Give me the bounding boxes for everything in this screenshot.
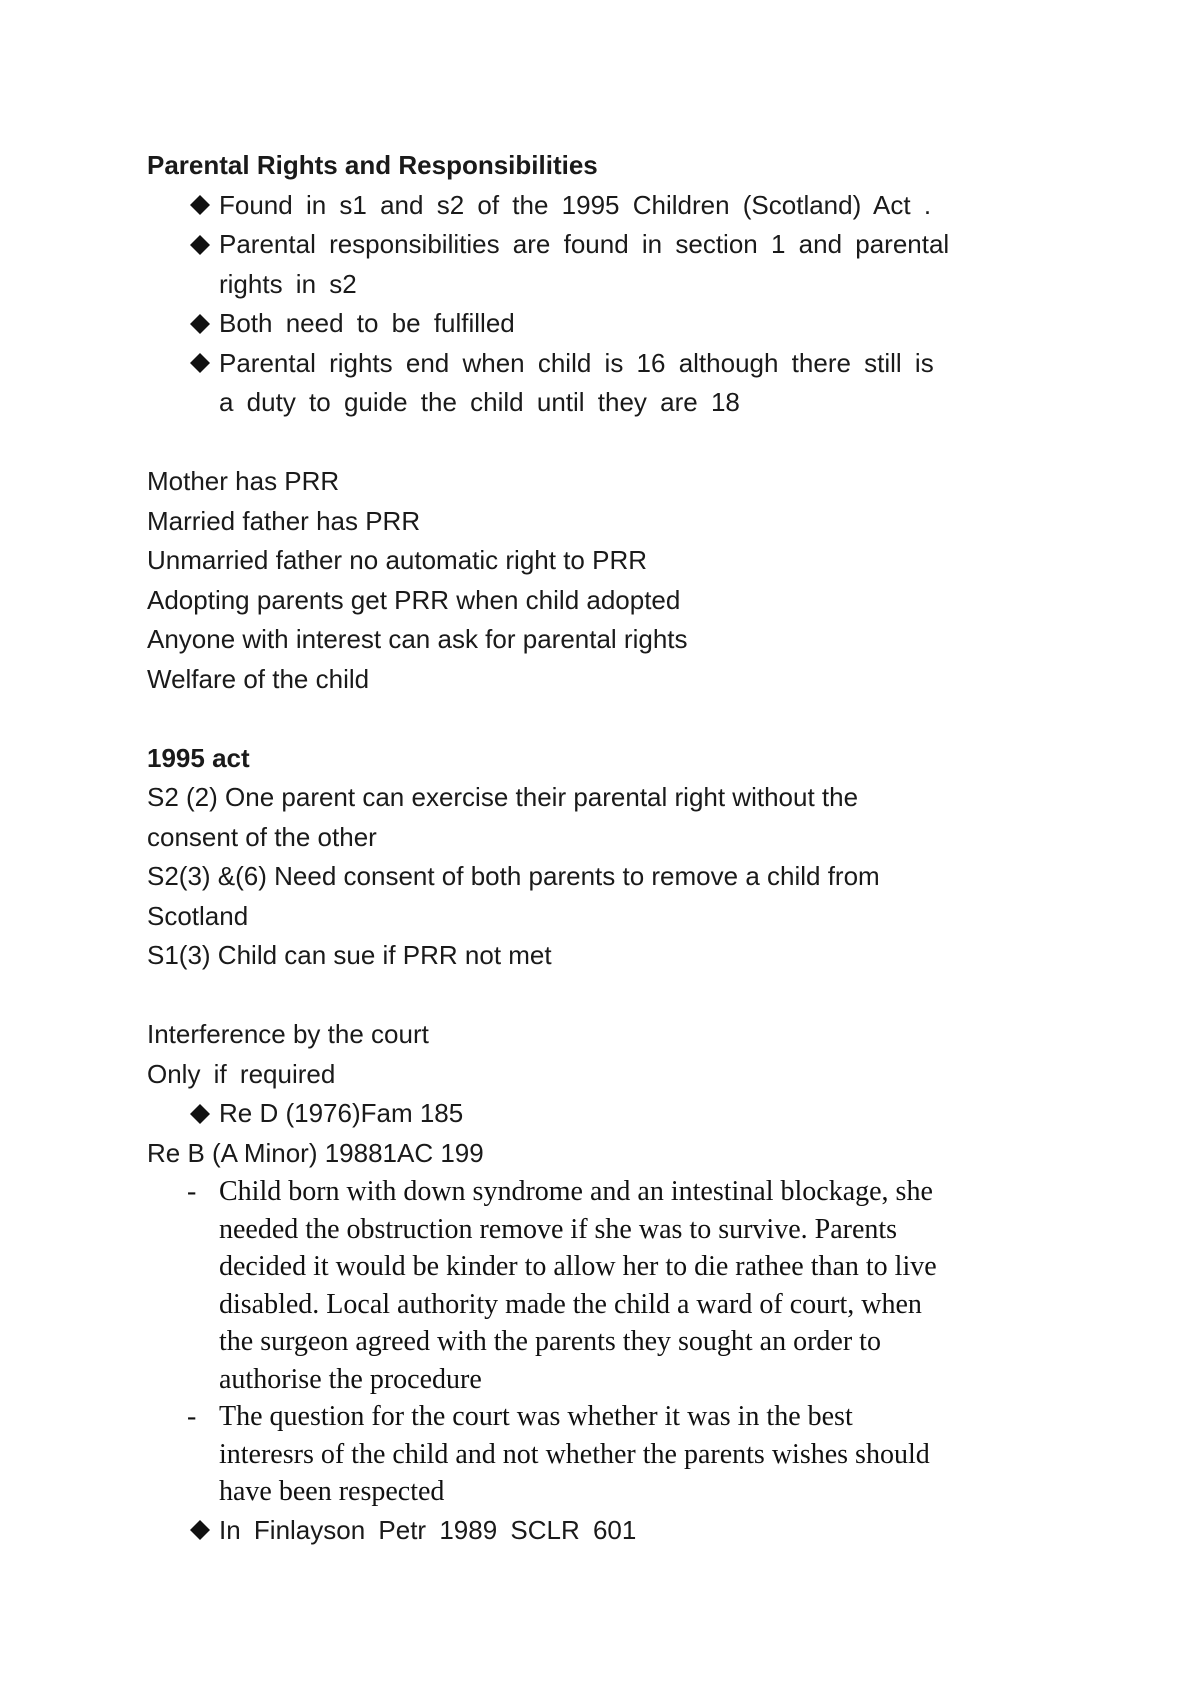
- bullet-item: [147, 1094, 1067, 1134]
- dash-marker: -: [187, 1176, 197, 1207]
- bullet-text: Parental responsibilities are found in section 1 and parental: [219, 229, 950, 259]
- bullet-item: [147, 225, 1067, 265]
- diamond-bullet-icon: [187, 304, 213, 344]
- document-title: Parental Rights and Responsibilities: [147, 150, 598, 180]
- act-line: S1(3) Child can sue if PRR not met: [147, 940, 552, 970]
- bullet-text: Parental rights end when child is 16 although there still is: [219, 347, 934, 378]
- bullet-item: [147, 186, 1067, 226]
- dash-item: [147, 1398, 1067, 1511]
- prr-list-item: Married father has PRR: [147, 505, 421, 536]
- paragraph-gap: [147, 699, 1067, 739]
- act-line: S2 (2) One parent can exercise their parental right without the: [147, 782, 859, 812]
- act-line: Scotland: [147, 900, 249, 931]
- dash-item: [147, 1173, 1067, 1398]
- dash-text-line: the surgeon agreed with the parents they sought an order to: [219, 1326, 881, 1357]
- act-line: S2(3) &(6) Need consent of both parents to remove a child from: [147, 861, 880, 891]
- document-page: [147, 146, 1067, 1550]
- prr-list-item: Welfare of the child: [147, 663, 370, 694]
- dash-text-line: Child born with down syndrome and an intestinal blockage, she: [219, 1176, 933, 1207]
- bullet-text-continuation: a duty to guide the child until they are 18: [219, 387, 740, 417]
- prr-list-item: Anyone with interest can ask for parental rights: [147, 624, 688, 654]
- diamond-bullet-icon: [187, 1511, 213, 1551]
- dash-text-line: disabled. Local authority made the child a ward of court, when: [219, 1288, 922, 1320]
- court-subheading: Only if required: [147, 1058, 336, 1089]
- diamond-bullet-icon: [187, 1094, 213, 1134]
- bullet-item: [147, 304, 1067, 344]
- prr-list-item: Mother has PRR: [147, 466, 340, 496]
- bullet-text-continuation: rights in s2: [219, 268, 357, 299]
- case-title: Re B (A Minor) 19881AC 199: [147, 1137, 484, 1168]
- dash-text-line: needed the obstruction remove if she was to survive. Parents: [219, 1213, 898, 1245]
- dash-text-line: have been respected: [219, 1476, 445, 1507]
- court-heading: Interference by the court: [147, 1019, 429, 1049]
- bullet-text: In Finlayson Petr 1989 SCLR 601: [219, 1514, 637, 1545]
- diamond-bullet-icon: [187, 225, 213, 265]
- act-line: consent of the other: [147, 821, 377, 852]
- paragraph-gap: [147, 976, 1067, 1016]
- paragraph-gap: [147, 423, 1067, 463]
- prr-list-item: Unmarried father no automatic right to PRR: [147, 545, 647, 575]
- dash-marker: -: [187, 1401, 197, 1432]
- bullet-item: [147, 1511, 1067, 1551]
- dash-text-line: The question for the court was whether it was in the best: [219, 1401, 853, 1432]
- dash-text-line: interesrs of the child and not whether the parents wishes should: [219, 1438, 930, 1470]
- bullet-text: Found in s1 and s2 of the 1995 Children (Scotland) Act .: [219, 189, 932, 220]
- diamond-bullet-icon: [187, 186, 213, 226]
- act-heading: 1995 act: [147, 742, 250, 773]
- dash-text-line: authorise the procedure: [219, 1363, 482, 1395]
- bullet-text: Both need to be fulfilled: [219, 308, 515, 338]
- dash-text-line: decided it would be kinder to allow her to die rathee than to live: [219, 1251, 937, 1282]
- bullet-text: Re D (1976)Fam 185: [219, 1098, 464, 1128]
- bullet-item: [147, 344, 1067, 384]
- case-notes: [147, 1173, 1067, 1511]
- prr-list-item: Adopting parents get PRR when child adopted: [147, 584, 681, 615]
- diamond-bullet-icon: [187, 344, 213, 384]
